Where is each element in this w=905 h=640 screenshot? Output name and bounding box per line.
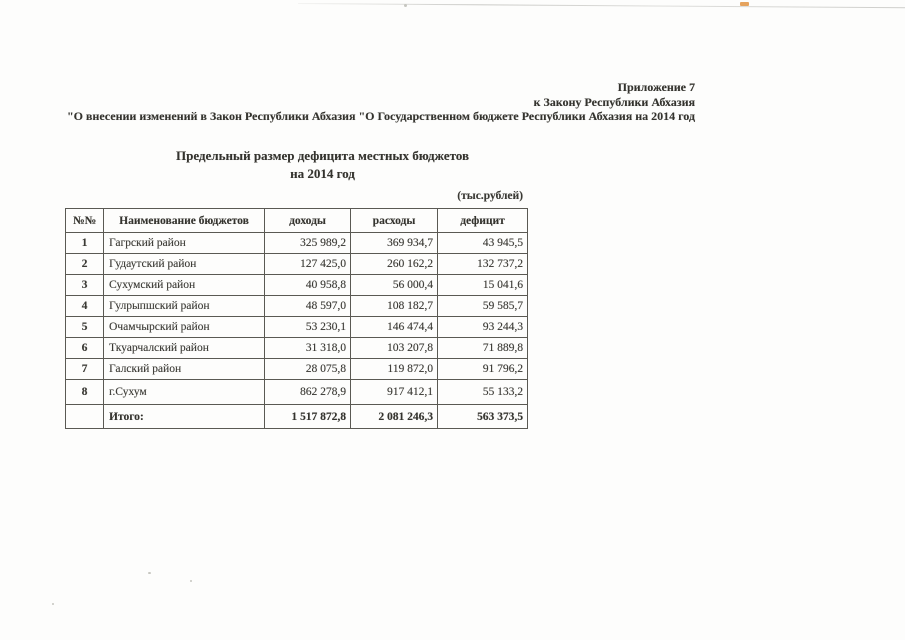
total-deficit-value: 563 373,5 — [438, 405, 528, 429]
expense-value: 119 872,0 — [351, 359, 438, 380]
scan-artifact-speck — [190, 580, 192, 582]
header-row — [66, 209, 528, 233]
row-number: 6 — [66, 338, 104, 359]
income-value: 325 989,2 — [265, 233, 351, 254]
income-value: 28 075,8 — [265, 359, 351, 380]
expense-value: 146 474,4 — [351, 317, 438, 338]
budget-name: Сухумский район — [104, 275, 265, 296]
expense-value: 108 182,7 — [351, 296, 438, 317]
budget-name: Гагрский район — [104, 233, 265, 254]
expense-value: 56 000,4 — [351, 275, 438, 296]
expense-value: 260 162,2 — [351, 254, 438, 275]
scan-artifact-speck — [404, 4, 407, 7]
row-number: 1 — [66, 233, 104, 254]
deficit-value: 15 041,6 — [438, 275, 528, 296]
expense-value: 103 207,8 — [351, 338, 438, 359]
title-line1: Предельный размер дефицита местных бюджетов — [175, 148, 469, 163]
table-row — [66, 338, 528, 359]
budget-name: Гудаутский район — [104, 254, 265, 275]
scan-artifact-orange-mark — [740, 2, 749, 6]
scan-artifact-speck — [148, 572, 151, 574]
table-row — [66, 275, 528, 296]
income-value: 48 597,0 — [265, 296, 351, 317]
row-number: 4 — [66, 296, 104, 317]
income-value: 127 425,0 — [265, 254, 351, 275]
deficit-value: 43 945,5 — [438, 233, 528, 254]
row-number: 3 — [66, 275, 104, 296]
scan-artifact-speck — [52, 603, 54, 605]
total-income-value: 1 517 872,8 — [265, 405, 351, 429]
income-value: 862 278,9 — [265, 380, 351, 405]
total-expense-value: 2 081 246,3 — [351, 405, 438, 429]
table-row — [66, 296, 528, 317]
appendix-line-amendment: "О внесении изменений в Закон Республики Абхазия "О Государственном бюджете Республики Абхазия на 2014 год — [66, 109, 695, 123]
total-row — [66, 405, 528, 429]
deficit-value: 59 585,7 — [438, 296, 528, 317]
total-row-number-cell — [66, 405, 104, 429]
income-value: 40 958,8 — [265, 275, 351, 296]
budget-name: Очамчырский район — [104, 317, 265, 338]
units-note: (тыс.рублей) — [457, 190, 523, 202]
income-value: 31 318,0 — [265, 338, 351, 359]
expense-value: 917 412,1 — [351, 380, 438, 405]
column-header-expense: расходы — [351, 209, 438, 233]
deficit-value: 93 244,3 — [438, 317, 528, 338]
deficit-value: 91 796,2 — [438, 359, 528, 380]
table-row — [66, 359, 528, 380]
deficit-value: 55 133,2 — [438, 380, 528, 405]
title-line2: на 2014 год — [290, 165, 355, 181]
deficit-value: 132 737,2 — [438, 254, 528, 275]
total-label: Итого: — [104, 405, 265, 429]
budget-name: Ткуарчалский район — [104, 338, 265, 359]
row-number: 7 — [66, 359, 104, 380]
deficit-value: 71 889,8 — [438, 338, 528, 359]
table-row — [66, 233, 528, 254]
budget-table — [65, 208, 528, 429]
table-row — [66, 254, 528, 275]
document-title — [135, 147, 510, 182]
column-header-deficit: дефицит — [438, 209, 528, 233]
budget-name: Гулрыпшский район — [104, 296, 265, 317]
income-value: 53 230,1 — [265, 317, 351, 338]
table-row — [66, 317, 528, 338]
budget-name: Галский район — [104, 359, 265, 380]
row-number: 5 — [66, 317, 104, 338]
table-row — [66, 380, 528, 405]
appendix-line-number: Приложение 7 — [617, 80, 695, 94]
column-header-number: №№ — [66, 209, 104, 233]
appendix-block — [67, 80, 695, 124]
expense-value: 369 934,7 — [351, 233, 438, 254]
budget-name: г.Сухум — [104, 380, 265, 405]
row-number: 2 — [66, 254, 104, 275]
appendix-line-law: к Закону Республики Абхазия — [533, 94, 695, 109]
row-number: 8 — [66, 380, 104, 405]
scan-artifact-line — [298, 3, 905, 8]
column-header-name: Наименование бюджетов — [104, 209, 265, 233]
column-header-income: доходы — [265, 209, 351, 233]
